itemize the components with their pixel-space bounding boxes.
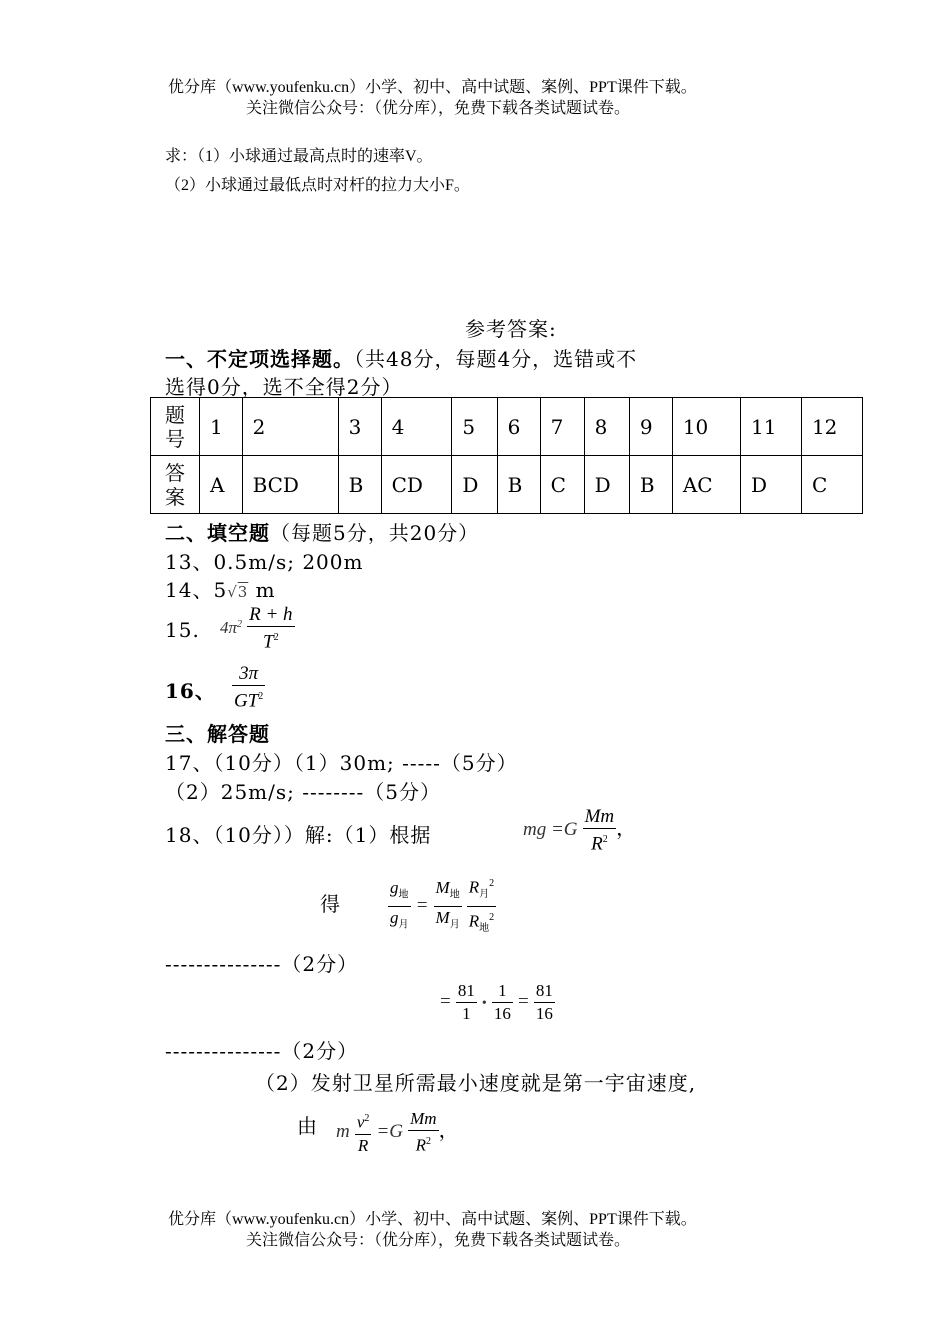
answer-15-formula: $4\pi^2$ $\frac{R + h}{T^2}$: [220, 604, 293, 653]
table-cell: D: [452, 456, 497, 514]
orbit-equation: m $\frac{v^2}{R}$ =G $\frac{Mm}{R^2}$ ，: [336, 1109, 460, 1155]
section2-title-bold: 二、填空题: [165, 521, 270, 545]
table-cell: 6: [497, 398, 540, 456]
table-cell: C: [801, 456, 862, 514]
table-cell: 10: [672, 398, 740, 456]
table-cell: B: [338, 456, 381, 514]
table-label-answer: 答案: [151, 456, 200, 514]
question-line-2: （2）小球通过最低点时对杆的拉力大小F。: [165, 177, 470, 194]
table-cell: 8: [584, 398, 629, 456]
table-cell: AC: [672, 456, 740, 514]
table-cell: 5: [452, 398, 497, 456]
section1-title-rest: （共48分，每题4分，选错或不: [354, 347, 638, 371]
section2-title-rest: （每题5分，共20分）: [270, 521, 480, 545]
table-cell: 3: [338, 398, 381, 456]
table-cell: 4: [381, 398, 452, 456]
de-label: 得: [320, 892, 341, 916]
footer-line-1: 优分库（www.youfenku.cn）小学、初中、高中试题、案例、PPT课件下载。: [168, 1211, 697, 1228]
table-cell: B: [497, 456, 540, 514]
table-cell: B: [629, 456, 672, 514]
table-row-answers: [151, 456, 863, 514]
header-line-1: 优分库（www.youfenku.cn）小学、初中、高中试题、案例、PPT课件下载。: [168, 79, 697, 96]
answer-18-prefix: 18、（10分））解:（1）根据: [165, 823, 432, 847]
answers-title: 参考答案:: [465, 317, 557, 341]
table-cell: 12: [801, 398, 862, 456]
answer-16-label: 16、: [165, 679, 216, 703]
header-line-2: 关注微信公众号：（优分库），免费下载各类试题试卷。: [246, 100, 631, 117]
answer-18-part2: （2）发射卫星所需最小速度就是第一宇宙速度,: [255, 1071, 697, 1095]
dash-line-1: ---------------（2分）: [165, 952, 359, 976]
section1-title: [165, 343, 637, 372]
section3-title: 三、解答题: [165, 722, 270, 746]
answer-table: [150, 397, 863, 514]
answer-14: 14、5√3 m: [165, 578, 276, 602]
answer-15-label: 15.: [165, 618, 200, 642]
radical-sign: √: [227, 583, 238, 601]
table-cell: D: [740, 456, 801, 514]
answer-13: 13、0.5m/s; 200m: [165, 550, 364, 574]
question-line-1: 求：（1）小球通过最高点时的速率V。: [165, 148, 433, 165]
table-cell: CD: [381, 456, 452, 514]
table-cell: BCD: [242, 456, 338, 514]
dash-line-2: ---------------（2分）: [165, 1039, 359, 1063]
answer-17-line2: （2）25m/s; --------（5分）: [165, 780, 442, 804]
table-cell: 7: [540, 398, 584, 456]
table-cell: 11: [740, 398, 801, 456]
section2-title: [165, 517, 479, 546]
footer-line-2: 关注微信公众号：（优分库），免费下载各类试题试卷。: [246, 1232, 631, 1249]
ratio-equation: $\frac{g_地}{g_月}$ = $\frac{M_地}{M_月}$ $\frac{R_月^2}{R_地^2}$: [388, 873, 496, 940]
section1-title-line2: 选得0分，选不全得2分）: [165, 375, 403, 399]
section1-title-bold: 一、不定项选择题。: [165, 347, 354, 371]
answer-16-formula: $\frac{3\pi}{GT^2}$: [234, 663, 264, 712]
table-row-numbers: [151, 398, 863, 456]
calc-equation: = $\frac{81}{1}$ • $\frac{1}{16}$ = $\frac{81}{16}$: [440, 981, 553, 1023]
answer-18-equation: mg =G $\frac{Mm}{R^2}$ ，: [523, 806, 638, 855]
table-label-number: 题号: [151, 398, 200, 456]
table-cell: 1: [200, 398, 243, 456]
table-cell: A: [200, 456, 243, 514]
you-label: 由: [297, 1114, 318, 1138]
answer-17-line1: 17、（10分）（1）30m; -----（5分）: [165, 751, 518, 775]
table-cell: C: [540, 456, 584, 514]
table-cell: 2: [242, 398, 338, 456]
table-cell: 9: [629, 398, 672, 456]
table-cell: D: [584, 456, 629, 514]
